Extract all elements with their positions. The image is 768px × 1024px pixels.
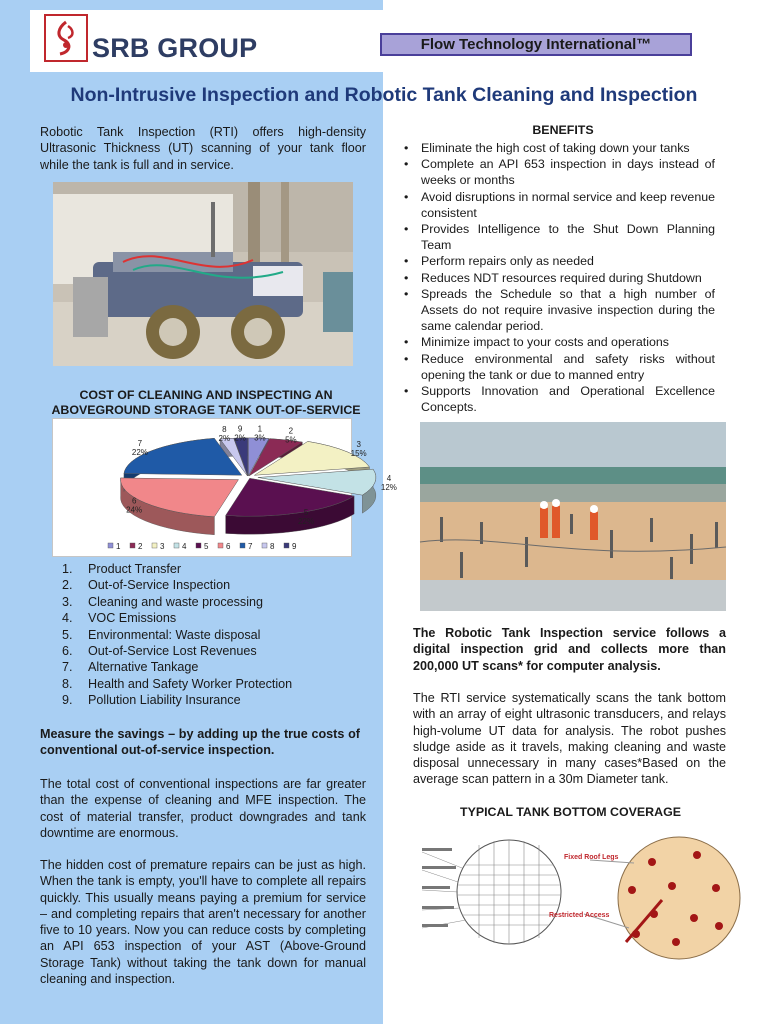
brand-banner: Flow Technology International™	[380, 33, 692, 56]
cost-item: 5. Environmental: Waste disposal	[62, 627, 261, 642]
intro-text: Robotic Tank Inspection (RTI) offers high-density Ultrasonic Thickness (UT) scanning of your tank floor while the tank is full and in service.	[40, 125, 366, 172]
pie-category-label: 3	[356, 440, 361, 450]
legend-label: 8	[270, 542, 275, 551]
legend-label: 2	[138, 542, 143, 551]
cost-item: 7. Alternative Tankage	[62, 660, 199, 675]
benefit-item: • Provides Intelligence to the Shut Down Planning Team	[404, 221, 715, 253]
legend-label: 6	[226, 542, 231, 551]
pie-percent-label: 5%	[285, 435, 297, 445]
cost-item: 3. Cleaning and waste processing	[62, 594, 264, 609]
legend-swatch	[196, 543, 201, 548]
benefit-item: • Reduces NDT resources required during Shutdown	[404, 270, 715, 286]
legend-swatch	[284, 543, 289, 548]
legend-swatch	[152, 543, 157, 548]
page-title: Non-Intrusive Inspection and Robotic Tank Cleaning and Inspection	[70, 84, 698, 106]
rti-grid-text: The Robotic Tank Inspection service follows a digital inspection grid and collects more than 200,000 UT scans* for computer analysis.	[413, 626, 726, 673]
benefit-item: • Spreads the Schedule so that a high number of Assets do not require invasive inspection during the same calendar period.	[404, 286, 715, 335]
cost-item: 9. Pollution Liability Insurance	[62, 693, 241, 708]
legend-label: 4	[182, 542, 187, 551]
legend-label: 1	[116, 542, 121, 551]
cost-item: 2. Out-of-Service Inspection	[62, 578, 231, 593]
benefit-item: • Eliminate the high cost of taking down your tanks	[404, 140, 715, 156]
pie-category-label: 5	[303, 507, 309, 517]
legend-swatch	[262, 543, 267, 548]
pie-percent-label: 3%	[254, 433, 266, 443]
cost-item: 6. Out-of-Service Lost Revenues	[62, 644, 257, 659]
legend-swatch	[218, 543, 223, 548]
chart-title: COST OF CLEANING AND INSPECTING AN ABOVEGROUND STORAGE TANK OUT-OF-SERVICE	[51, 388, 361, 417]
legend-label: 3	[160, 542, 165, 551]
repairs-paragraph: The hidden cost of premature repairs can be just as high. When the tank is empty, you'll have to complete all repairs quickly. This usually means paying a premium for service – and completing repairs that aren't necessary for another five to 10 years. Now you can reduce costs by completing an API 653 inspection of your AST (Above-Ground Storage Tank) without taking the tank down for manual cleaning and inspection.	[40, 858, 366, 987]
legend-label: 9	[292, 542, 297, 551]
pie-percent-label: 12%	[380, 483, 397, 493]
tank-legs-diagram	[618, 837, 740, 959]
tank-floor-photo	[420, 422, 726, 611]
srb-logo-icon	[44, 14, 88, 62]
benefit-item: • Complete an API 653 inspection in days instead of weeks or months	[404, 156, 715, 188]
coverage-diagram	[414, 830, 739, 963]
pie-percent-label: 22%	[298, 516, 315, 526]
pie-category-label: 6	[131, 496, 137, 506]
pie-chart	[52, 418, 397, 557]
rti-scan-text: The RTI service systematically scans the tank bottom with an array of eight ultrasonic transducers, and relays high-volume UT data for analysis. The robot pushes sludge aside as it travels, making cleaning and waste disposal unnecessary in many cases*Based on the average scan pattern in a 30m Diameter tank.	[413, 691, 726, 787]
logo-text: SRB GROUP	[92, 33, 258, 63]
robot-photo	[53, 182, 353, 366]
pie-category-label: 7	[137, 439, 143, 449]
legend-label: 7	[248, 542, 253, 551]
legend-swatch	[108, 543, 113, 548]
pie-percent-label: 15%	[350, 449, 367, 459]
pie-category-label: 4	[386, 474, 392, 484]
pie-percent-label: 24%	[126, 505, 143, 515]
savings-heading: Measure the savings – by adding up the true costs of conventional out-of-service inspection.	[40, 727, 360, 758]
benefit-item: • Reduce environmental and safety risks without opening the tank or due to manned entry	[404, 351, 715, 383]
fixed-roof-legs-label: Fixed Roof Legs	[564, 854, 619, 861]
pie-percent-label: 2%	[234, 433, 246, 443]
benefit-item: • Minimize impact to your costs and operations	[404, 334, 715, 350]
legend-label: 5	[204, 542, 209, 551]
benefits-title: BENEFITS	[532, 123, 594, 137]
pie-category-label: 2	[288, 426, 294, 436]
pie-category-label: 8	[222, 425, 227, 435]
cost-item: 8. Health and Safety Worker Protection	[62, 676, 293, 691]
pie-percent-label: 22%	[131, 448, 148, 458]
restricted-access-label: Restricted Access	[549, 912, 610, 919]
cost-item: 4. VOC Emissions	[62, 611, 177, 626]
pie-category-label: 1	[257, 424, 263, 434]
benefits-list	[404, 140, 715, 415]
coverage-title: TYPICAL TANK BOTTOM COVERAGE	[460, 805, 681, 819]
legend-swatch	[174, 543, 179, 548]
cost-paragraph: The total cost of conventional inspections are far greater than the expense of cleaning and MFE inspection. The cost of material transfer, product downgrades and tank downtime are enormous.	[40, 777, 366, 840]
benefit-item: • Supports Innovation and Operational Excellence Concepts.	[404, 383, 715, 415]
chart-legend	[108, 542, 297, 551]
benefit-item: • Perform repairs only as needed	[404, 253, 715, 269]
benefit-item: • Avoid disruptions in normal service and keep revenue consistent	[404, 189, 715, 221]
cost-item: 1. Product Transfer	[62, 562, 182, 576]
pie-percent-label: 2%	[218, 434, 231, 444]
pie-chart-svg	[53, 419, 397, 556]
legend-swatch	[240, 543, 245, 548]
cost-list	[40, 561, 418, 709]
legend-swatch	[130, 543, 135, 548]
pie-category-label: 9	[237, 424, 243, 434]
